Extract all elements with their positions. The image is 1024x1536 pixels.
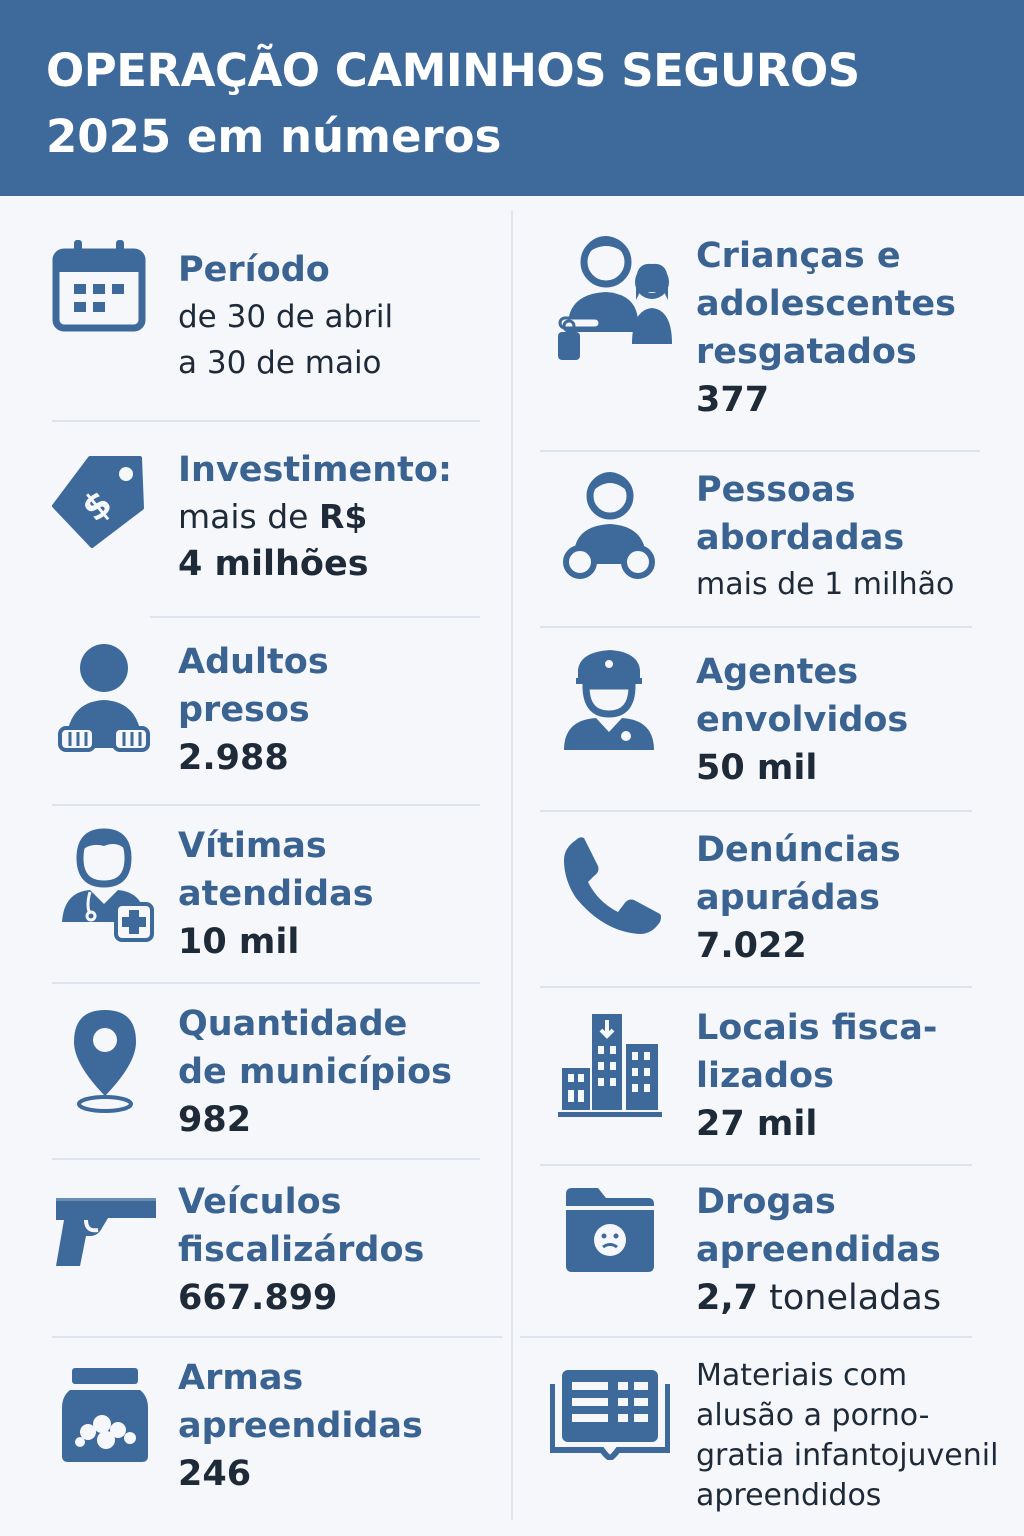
stat-value: 10 mil xyxy=(178,922,300,962)
stat-label: envolvidos xyxy=(696,700,909,740)
stat-label: de municípios xyxy=(178,1052,452,1092)
stat-description: alusão a porno- xyxy=(696,1398,930,1433)
stat-value: 2.988 xyxy=(178,738,289,778)
stat-description: gratia infantojuvenil xyxy=(696,1438,999,1473)
divider xyxy=(52,1336,502,1338)
stat-detail: mais de xyxy=(178,497,319,536)
book-icon xyxy=(550,1366,670,1460)
stat-label: Período xyxy=(178,250,330,290)
stat-label: Locais fisca- xyxy=(696,1008,938,1048)
divider xyxy=(52,1158,480,1160)
stat-label: Vítimas xyxy=(178,826,327,866)
stat-detail: de 30 de abril xyxy=(178,299,394,335)
stat-value: 377 xyxy=(696,380,770,420)
stat-value: 2,7 xyxy=(696,1278,759,1318)
stat-detail: a 30 de maio xyxy=(178,345,382,381)
buildings-icon xyxy=(556,1010,666,1120)
stat-description: Materiais com xyxy=(696,1358,908,1393)
svg-text:$: $ xyxy=(74,482,121,531)
stat-unit: toneladas xyxy=(758,1278,942,1318)
divider xyxy=(540,626,972,628)
pistol-icon xyxy=(52,1194,158,1268)
calendar-icon xyxy=(52,238,146,332)
police-officer-icon xyxy=(560,648,658,752)
stat-label: Crianças e xyxy=(696,236,901,276)
person-handcuffs-icon xyxy=(560,472,658,584)
divider xyxy=(540,450,980,452)
currency-symbol: R$ xyxy=(318,497,368,536)
stat-label: apreendidas xyxy=(178,1406,423,1446)
stat-label: presos xyxy=(178,690,310,730)
stat-value: 50 mil xyxy=(696,748,818,788)
stat-label: fiscalizárdos xyxy=(178,1230,425,1270)
stat-value: 4 milhões xyxy=(178,544,369,584)
stat-label: lizados xyxy=(696,1056,834,1096)
price-tag-icon xyxy=(50,452,148,550)
divider xyxy=(540,810,972,812)
divider xyxy=(520,1336,972,1338)
divider xyxy=(52,804,480,806)
stat-label: Pessoas xyxy=(696,470,856,510)
stat-label: Adultos xyxy=(178,642,329,682)
page-title: OPERAÇÃO CAMINHOS SEGUROS xyxy=(46,44,860,97)
jar-icon xyxy=(60,1366,150,1464)
stat-label: Drogas xyxy=(696,1182,836,1222)
stat-label: resgatados xyxy=(696,332,917,372)
stat-label: Investimento: xyxy=(178,450,452,490)
stat-label: Agentes xyxy=(696,652,859,692)
divider xyxy=(540,1164,972,1166)
stat-label: apreendidas xyxy=(696,1230,941,1270)
stat-label: Armas xyxy=(178,1358,304,1398)
location-pin-icon xyxy=(72,1008,138,1114)
header-banner xyxy=(0,0,1024,196)
stat-label: atendidas xyxy=(178,874,374,914)
stat-label: Veículos xyxy=(178,1182,342,1222)
page-subtitle: 2025 em números xyxy=(46,110,502,163)
children-rescue-icon xyxy=(556,236,672,362)
stat-value: 27 mil xyxy=(696,1104,818,1144)
divider xyxy=(150,616,480,618)
divider xyxy=(52,982,480,984)
divider xyxy=(52,420,480,422)
medic-icon xyxy=(60,828,154,942)
stat-value: 246 xyxy=(178,1454,252,1494)
stat-description: apreendidos xyxy=(696,1478,882,1513)
phone-icon xyxy=(562,836,662,936)
stat-value: 982 xyxy=(178,1100,252,1140)
stat-label: abordadas xyxy=(696,518,905,558)
stat-label: adolescentes xyxy=(696,284,956,324)
column-divider xyxy=(511,210,513,1520)
stat-value: 667.899 xyxy=(178,1278,338,1318)
stat-value: 7.022 xyxy=(696,926,807,966)
stat-label: Denúncias xyxy=(696,830,901,870)
divider xyxy=(540,986,972,988)
prisoner-icon xyxy=(58,640,150,758)
stat-label: Quantidade xyxy=(178,1004,408,1044)
stat-detail: mais de 1 milhão xyxy=(696,567,955,602)
stat-label: apurádas xyxy=(696,878,880,918)
folder-face-icon xyxy=(564,1184,656,1274)
